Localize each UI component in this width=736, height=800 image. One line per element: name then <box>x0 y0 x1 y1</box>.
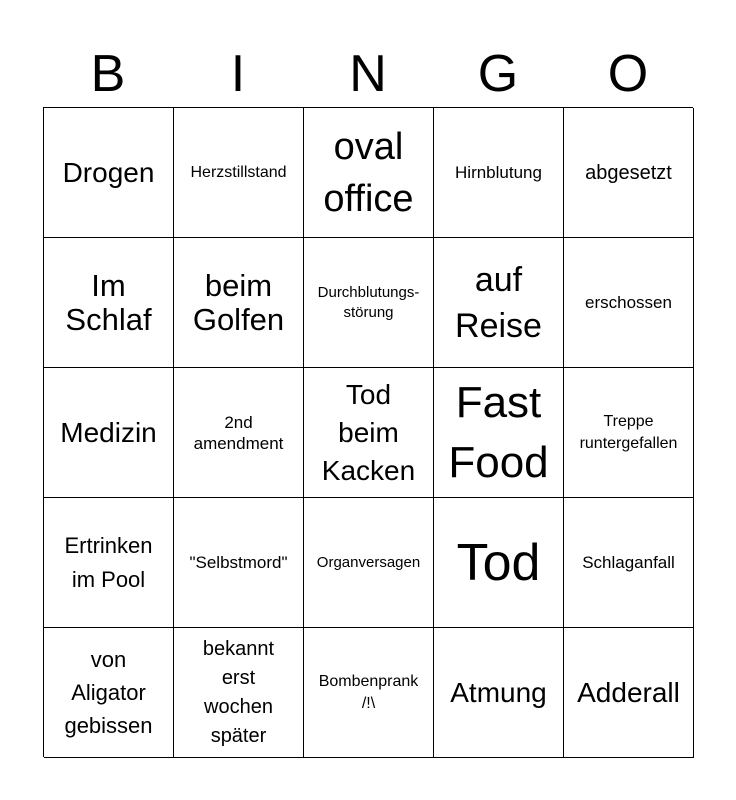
header-letter-i: I <box>230 45 246 103</box>
bingo-cell-r5-c1[interactable] <box>44 628 174 758</box>
bingo-cell-r3-c1[interactable] <box>44 368 174 498</box>
header-letter-b: B <box>90 45 126 103</box>
bingo-cell-r4-c1[interactable] <box>44 498 174 628</box>
header-letter-o: O <box>607 45 649 103</box>
cell-label: auf Reise <box>455 260 542 345</box>
cell-label: abgesetzt <box>585 161 672 184</box>
cell-label: Im Schlaf <box>65 267 152 337</box>
bingo-cell-r4-c3[interactable] <box>304 498 434 628</box>
bingo-cell-r2-c4[interactable] <box>434 238 564 368</box>
cell-label: Adderall <box>577 676 680 708</box>
bingo-cell-r4-c2[interactable] <box>174 498 304 628</box>
bingo-cell-r5-c4[interactable] <box>434 628 564 758</box>
cell-label: von Aligator gebissen <box>64 647 153 738</box>
bingo-cell-r5-c3[interactable] <box>304 628 434 758</box>
cell-label: 2nd amendment <box>193 412 284 453</box>
cell-label: bekannt erst wochen später <box>202 637 275 747</box>
bingo-cell-r5-c5[interactable] <box>564 628 694 758</box>
bingo-cell-r2-c1[interactable] <box>44 238 174 368</box>
bingo-cell-r5-c2[interactable] <box>174 628 304 758</box>
bingo-cell-r3-c5[interactable] <box>564 368 694 498</box>
cell-label: Organversagen <box>316 553 421 571</box>
cell-label: Tod beim Kacken <box>321 378 416 486</box>
cell-label: Herzstillstand <box>190 163 287 181</box>
bingo-cell-r3-c3[interactable] <box>304 368 434 498</box>
bingo-cell-r1-c3[interactable] <box>304 108 434 238</box>
bingo-cell-r1-c4[interactable] <box>434 108 564 238</box>
cell-label: Medizin <box>60 416 157 448</box>
bingo-board <box>43 107 693 757</box>
bingo-header <box>43 40 693 108</box>
cell-label: Atmung <box>450 676 547 708</box>
cell-label: Tod <box>456 533 541 592</box>
cell-label: Bombenprank /!\ <box>318 672 419 712</box>
bingo-cell-r1-c1[interactable] <box>44 108 174 238</box>
header-letter-n: N <box>349 45 387 103</box>
cell-label: Durchblutungs- störung <box>317 283 420 321</box>
cell-label: "Selbstmord" <box>189 553 288 572</box>
cell-label: erschossen <box>585 293 672 312</box>
cell-label: Hirnblutung <box>455 163 542 182</box>
bingo-cell-r1-c5[interactable] <box>564 108 694 238</box>
bingo-cell-r2-c3[interactable] <box>304 238 434 368</box>
cell-label: Drogen <box>62 156 155 188</box>
bingo-cell-r2-c5[interactable] <box>564 238 694 368</box>
bingo-cell-r2-c2[interactable] <box>174 238 304 368</box>
cell-label: oval office <box>323 125 414 220</box>
cell-label: beim Golfen <box>192 267 285 337</box>
bingo-cell-r3-c2[interactable] <box>174 368 304 498</box>
bingo-cell-r4-c4[interactable] <box>434 498 564 628</box>
cell-label: Schlaganfall <box>582 553 675 572</box>
bingo-cell-r4-c5[interactable] <box>564 498 694 628</box>
bingo-cell-r1-c2[interactable] <box>174 108 304 238</box>
cell-label: Ertrinken im Pool <box>64 532 153 592</box>
cell-label: Treppe runtergefallen <box>579 412 678 452</box>
bingo-cell-r3-c4[interactable] <box>434 368 564 498</box>
header-letter-g: G <box>477 45 519 103</box>
cell-label: Fast Food <box>448 377 549 487</box>
